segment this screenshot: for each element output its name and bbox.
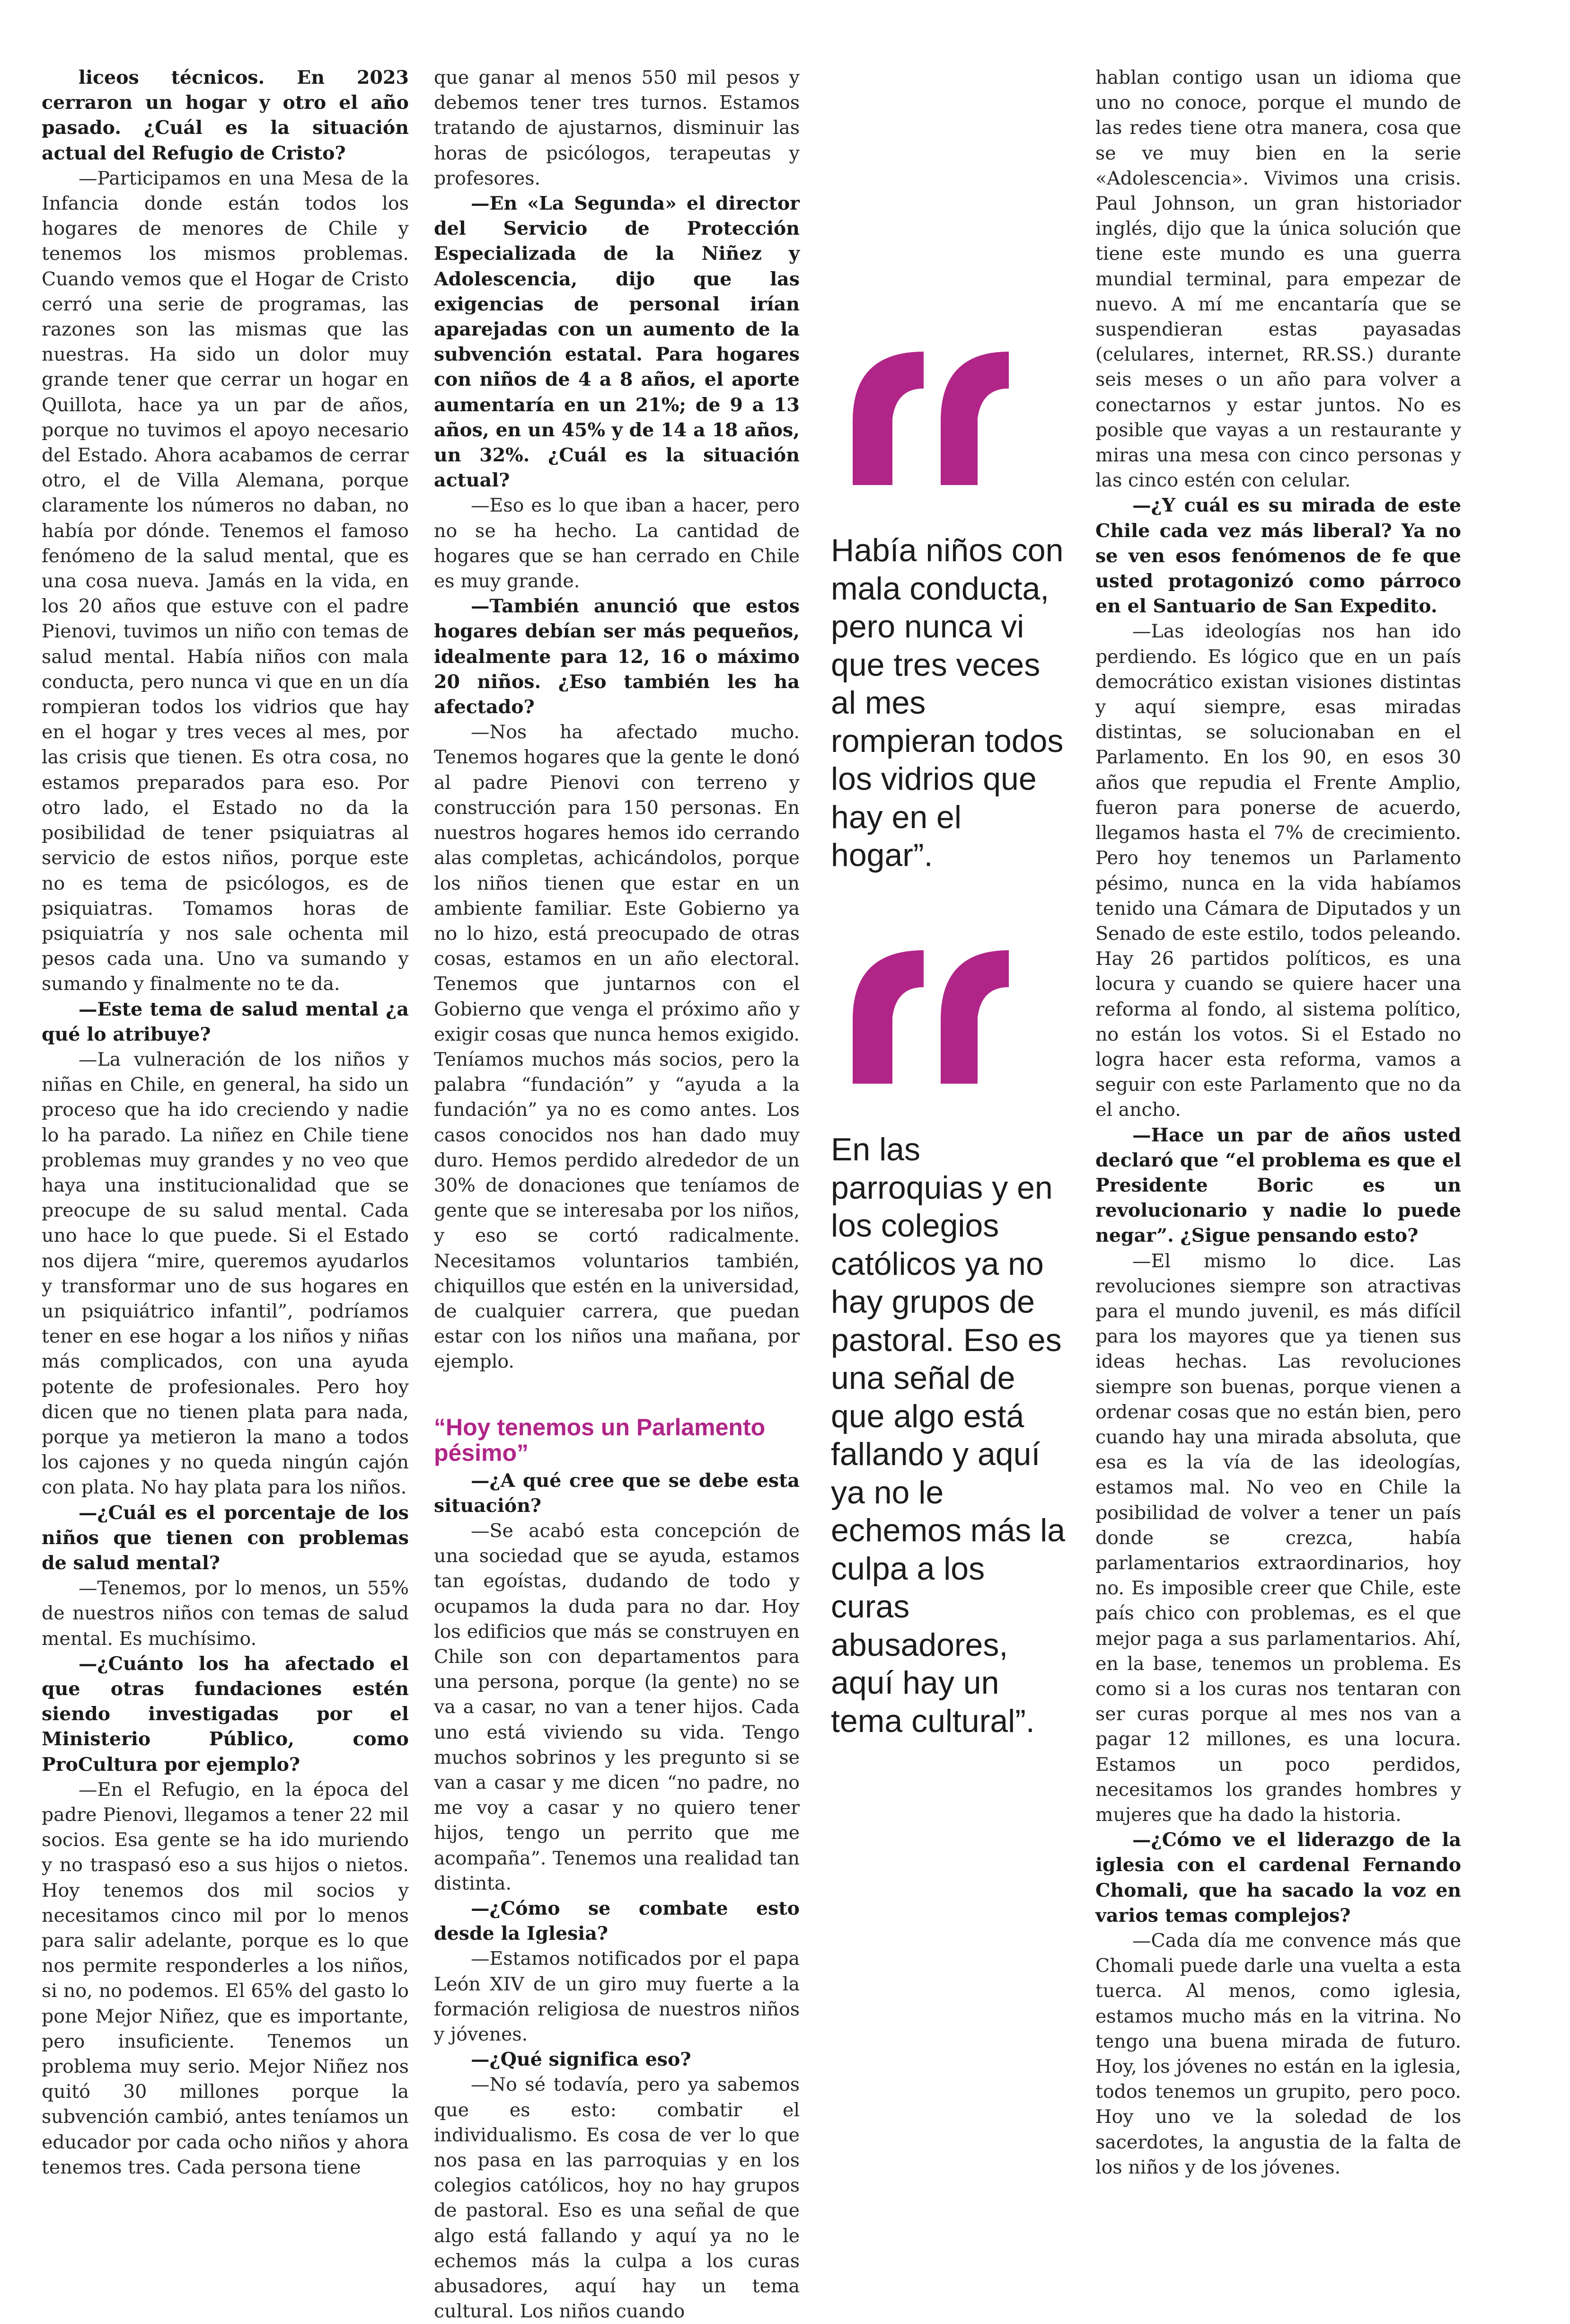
answer-paragraph: —Eso es lo que iban a hacer, pero no se ha hecho. La cantidad de hogares que se han cerrado en Chile es muy grande. — [434, 495, 800, 592]
answer-paragraph: —Participamos en una Mesa de la Infancia donde están todos los hogares de menores de Chile y tenemos los mismos problemas. Cuando vemos que el Hogar de Cristo cerró una serie de programas, las razones son las mismas que las nuestras. Ha sido un dolor muy grande tener que cerrar un hogar en Quillota, hace ya un par de años, porque no tuvimos el apoyo necesario del Estado. Ahora acabamos de cerrar otro, el de Villa Alemana, porque claramente los números no daban, no había por dónde. Tenemos el famoso fenómeno de la salud mental, que es una cosa nueva. Jamás en la vida, en los 20 años que estuve con el padre Pienovi, tuvimos un niño con temas de salud mental. Había niños con mala conducta, pero nunca vi que en un día rompieran todos los vidrios que hay en el hogar y tres veces al mes, por las crisis que tienen. Es otra cosa, no estamos preparados para eso. Por otro lado, el Estado no da la posibilidad de tener psiquiatras al servicio de estos niños, porque este no es tema de psicólogos, es de psiquiatras. Tomamos horas de psiquiatría y nos sale ochenta mil pesos cada una. Uno va sumando y sumando y finalmente no te da. — [42, 167, 409, 995]
answer-paragraph: —Las ideologías nos han ido perdiendo. Es lógico que en un país democrático existan visiones distintas y aquí siempre, esas miradas distintas, se solucionaban en el Parlamento. En los 90, en esos 30 años que repudia el Frente Amplio, fueron para ponerse de acuerdo, llegamos hasta el 7% de crecimiento. Pero hoy tenemos un Parlamento pésimo, nunca en la vida habíamos tenido una Cámara de Diputados y un Senado de este estilo, todos peleando. Hay 26 partidos políticos, es una locura y cuando se quiere hacer una reforma al fondo, al sistema político, no están los votos. Si el Estado no logra hacer esta reforma, vamos a seguir con este Parlamento que no da el ancho. — [1095, 620, 1461, 1121]
subheading: “Hoy tenemos un Parlamento pésimo” — [434, 1414, 766, 1466]
answer-paragraph: —El mismo lo dice. Las revoluciones siempre son atractivas para el mundo juvenil, es más difícil para los mayores que ya tienen sus ideas hechas. Las revoluciones siempre son buenas, porque vienen a ordenar cosas que no están bien, pero cuando hay una mirada absoluta, que esa es la vía de las ideologías, estamos mal. No veo en Chile la posibilidad de volver a tener un país donde se crezca, había parlamentarios extraordinarios, hoy no. Es imposible creer que Chile, este país chico con problemas, es el que mejor paga a sus parlamentarios. Ahí, en la base, tenemos un problema. Es como si a los curas nos tentaran con ser curas porque al mes nos van a pagar 12 millones, es una locura. Estamos un poco perdidos, necesitamos los grandes hombres y mujeres que ha dado la historia. — [1095, 1250, 1461, 1826]
answer-paragraph: hablan contigo usan un idioma que uno no conoce, porque el mundo de las redes tiene otra manera, cosa que se ve muy bien en la serie «Adolescencia». Vivimos una crisis. Paul Johnson, un gran historiador inglés, dijo que la única solución que tiene este mundo es una guerra mundial terminal, para empezar de nuevo. A mí me encantaría que se suspendieran estas payasadas (celulares, internet, RR.SS.) durante seis meses o un año para volver a conectarnos y estar juntos. No es posible que vayas a un restaurante y miras una mesa con cinco personas y las cinco estén con celular. — [1095, 67, 1461, 492]
question-paragraph: liceos técnicos. En 2023 cerraron un hogar y otro el año pasado. ¿Cuál es la situación actual del Refugio de Cristo? — [42, 67, 409, 164]
column-1 — [42, 65, 409, 2180]
question-paragraph: —Hace un par de años usted declaró que “el problema es que el Presidente Boric es un revolucionario y nadie lo puede negar”. ¿Sigue pensando esto? — [1095, 1124, 1461, 1247]
question-paragraph: —¿Cuál es el porcentaje de los niños que tienen con problemas de salud mental? — [42, 1502, 409, 1574]
question-paragraph: —¿Cómo ve el liderazgo de la iglesia con el cardenal Fernando Chomali, que ha sacado la voz en varios temas complejos? — [1095, 1829, 1461, 1926]
column-2 — [434, 65, 800, 2324]
quote-mark-icon — [829, 343, 1009, 485]
answer-paragraph: —Se acabó esta concepción de una sociedad que se ayuda, estamos tan egoístas, dudando de todo y ocupamos la duda para no dar. Hoy los edificios que más se construyen en Chile son con departamentos para una persona, porque (la gente) no se va a casar, no van a tener hijos. Cada uno está viviendo su vida. Tengo muchos sobrinos y les pregunto si se van a casar y me dicen “no padre, no me voy a casar y no quiero tener hijos, tengo un perrito que me acompaña”. Tenemos una realidad tan distinta. — [434, 1520, 800, 1894]
answer-paragraph: —No sé todavía, pero ya sabemos que es esto: combatir el individualismo. Es cosa de ver lo que nos pasa en las parroquias y en los colegios católicos, hoy no hay grupos de pastoral. Eso es una señal de que algo está fallando y aquí ya no le echemos más la culpa a los curas abusadores, aquí hay un tema cultural. Los niños cuando — [434, 2074, 800, 2323]
answer-paragraph: —En el Refugio, en la época del padre Pienovi, llegamos a tener 22 mil socios. Esa gente se ha ido muriendo y no traspasó eso a sus hijos o nietos. Hoy tenemos dos mil socios y necesitamos cinco mil por lo menos para salir adelante, porque es lo que nos permite responderles a los niños, si no, no podemos. El 65% del gasto lo pone Mejor Niñez, que es importante, pero insuficiente. Tenemos un problema muy serio. Mejor Niñez nos quitó 30 millones porque la subvención cambió, antes teníamos un educador por cada ocho niños y ahora tenemos tres. Cada persona tiene — [42, 1778, 409, 2178]
answer-paragraph: —Tenemos, por lo menos, un 55% de nuestros niños con temas de salud mental. Es muchísimo. — [42, 1577, 409, 1650]
answer-paragraph: que ganar al menos 550 mil pesos y debemos tener tres turnos. Estamos tratando de ajustarnos, disminuir las horas de psicólogos, terapeutas y profesores. — [434, 67, 800, 189]
question-paragraph: —En «La Segunda» el director del Servicio de Protección Especializada de la Niñez y Adolescencia, dijo que las exigencias de personal irían aparejadas con un aumento de la subvención estatal. Para hogares con niños de 4 a 8 años, el aporte aumentaría en un 21%; de 9 a 13 años, en un 45% y de 14 a 18 años, un 32%. ¿Cuál es la situación actual? — [434, 193, 800, 492]
column-2-part-1 — [434, 65, 800, 1375]
question-paragraph: —¿Cómo se combate esto desde la Iglesia? — [434, 1898, 800, 1945]
quote-mark-icon — [829, 942, 1009, 1084]
column-4 — [1095, 65, 1461, 2180]
question-paragraph: —¿Qué significa eso? — [471, 2049, 691, 2071]
answer-paragraph: —Nos ha afectado mucho. Tenemos hogares que la gente le donó al padre Pienovi con terreno y construcción para 150 personas. En nuestros hogares hemos ido cerrando alas completas, achicándolos, porque los niños tienen que estar en un ambiente familiar. Este Gobierno ya no lo hizo, está preocupado de otras cosas, estamos en un año electoral. Tenemos que juntarnos con el Gobierno que venga el próximo año y exigir cosas que nunca hemos exigido. Teníamos muchos más socios, pero la palabra “fundación” y “ayuda a la fundación” ya no es como antes. Los casos conocidos nos han dado muy duro. Hemos perdido alrededor de un 30% de donaciones que teníamos de gente que se interesaba por los niños, y eso se cortó radicalmente. Necesitamos voluntarios también, chiquillos que estén en la universidad, de cualquier carrera, que puedan estar con los niños una mañana, por ejemplo. — [434, 721, 800, 1373]
pull-quote-1: Había niños con mala conducta, pero nunca vi que tres veces al mes rompieran todos los vidrios que hay en el hogar”. — [831, 532, 1064, 873]
pull-quote-2: En las parroquias y en los colegios católicos ya no hay grupos de pastoral. Eso es una señal de que algo está fallando y aquí ya no le echemos más la culpa a los curas abusadores, aquí hay un tema cultural”. — [831, 1131, 1066, 1739]
question-paragraph: —Este tema de salud mental ¿a qué lo atribuye? — [42, 998, 409, 1045]
question-paragraph: —¿A qué cree que se debe esta situación? — [434, 1469, 800, 1517]
column-2-part-2 — [434, 1468, 800, 2324]
question-paragraph: —¿Cuánto los ha afectado el que otras fundaciones estén siendo investigadas por el Ministerio Público, como ProCultura por ejemplo? — [42, 1652, 409, 1776]
question-paragraph: —¿Y cuál es su mirada de este Chile cada vez más liberal? Ya no se ven esos fenómenos de fe que usted protagonizó como párroco en el Santuario de San Expedito. — [1095, 495, 1461, 618]
question-paragraph: —También anunció que estos hogares debían ser más pequeños, idealmente para 12, 16 o máximo 20 niños. ¿Eso también les ha afectado? — [434, 595, 800, 718]
answer-paragraph: —La vulneración de los niños y niñas en Chile, en general, ha sido un proceso que ha ido creciendo y nadie lo ha parado. La niñez en Chile tiene problemas muy grandes y no veo que haya una institucionalidad que se preocupe de su salud mental. Cada uno hace lo que puede. Si el Estado nos dijera “mire, queremos ayudarlos y transformar uno de sus hogares en un psiquiátrico infantil”, podríamos tener en ese hogar a los niños y niñas más complicados, con una ayuda potente de profesionales. Pero hoy dicen que no tienen plata para nada, porque ya metieron la mano a todos los cajones y no queda ningún cajón con plata. No hay plata para los niños. — [42, 1048, 409, 1499]
answer-paragraph: —Cada día me convence más que Chomali puede darle una vuelta a esta tuerca. Al menos, como iglesia, estamos mucho más en la vitrina. No tengo una buena mirada de futuro. Hoy, los jóvenes no están en la iglesia, todos tenemos un grupito, pero poco. Hoy uno ve la soledad de los sacerdotes, la angustia de la falta de los niños y de los jóvenes. — [1095, 1930, 1461, 2178]
answer-paragraph: —Estamos notificados por el papa León XIV de un giro muy fuerte a la formación religiosa de nuestros niños y jóvenes. — [434, 1948, 800, 2046]
